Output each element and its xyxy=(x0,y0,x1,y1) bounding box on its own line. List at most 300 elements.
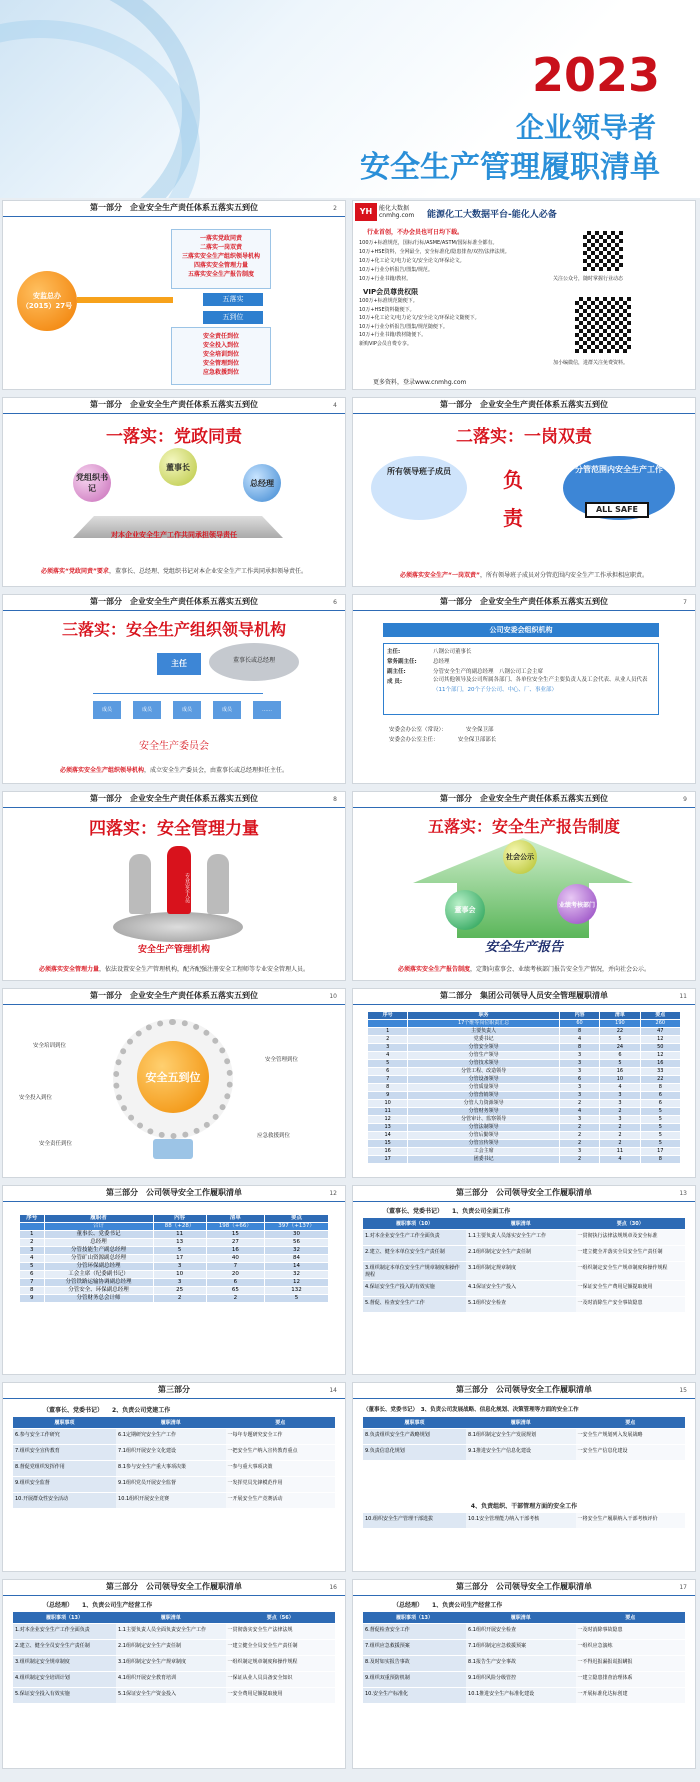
table-cell xyxy=(368,1020,408,1028)
matrix-row xyxy=(13,1461,335,1477)
qr-code-2 xyxy=(575,297,631,353)
table-cell: 14 xyxy=(368,1132,408,1140)
slide-note: 必须落实安全管理力量，依法设置安全生产管理机构，配齐配强注册安全工程师等专业安全管理人员。 xyxy=(38,966,310,973)
table-cell: 8 xyxy=(640,1156,680,1164)
table-cell: 22 xyxy=(640,1076,680,1084)
slide-header: 第三部分 公司领导安全工作履职清单 12 xyxy=(3,1186,345,1202)
report-banner: 安全生产报告 xyxy=(484,940,563,955)
table-cell: 分管宣传领导 xyxy=(408,1140,560,1148)
table-cell: 13 xyxy=(368,1124,408,1132)
matrix-15b xyxy=(363,1513,685,1529)
table-cell: 30 xyxy=(265,1231,329,1239)
slide-note: 必须落实安全生产“一岗双责”，所有领导班子成员对分管范围内安全生产工作承担相应职责。 xyxy=(400,572,648,579)
matrix-cell: 4.1组织开展安全教育培训 xyxy=(116,1672,226,1687)
table-cell: 4 xyxy=(600,1084,640,1092)
table-cell: 合计 xyxy=(44,1223,153,1231)
table-row xyxy=(368,1092,681,1100)
table-cell: 15 xyxy=(206,1231,264,1239)
matrix-header xyxy=(363,1612,685,1624)
table-cell: 3 xyxy=(600,1100,640,1108)
matrix-cell: 3.组织制定本单位安全生产规章制度和操作规程 xyxy=(363,1262,466,1280)
table-cell: 9 xyxy=(20,1295,45,1303)
table-row xyxy=(368,1068,681,1076)
table-cell: 分管审计、监察领导 xyxy=(408,1116,560,1124)
matrix-cell: 一及时消除事故隐患 xyxy=(576,1624,685,1639)
matrix-cell: 一贯彻执行法律法规规章及安全标准 xyxy=(576,1230,685,1245)
table-cell: 40 xyxy=(206,1255,264,1263)
matrix-cell: 1.对本企业安全生产工作全面负责 xyxy=(13,1624,116,1639)
matrix-cell: 一不得迟报漏报谎报瞒报 xyxy=(576,1656,685,1671)
table-cell: 5 xyxy=(20,1263,45,1271)
matrix-cell: 一安全生产规划列入发展战略 xyxy=(576,1429,685,1444)
matrix-cell: 一建立健全全员安全生产责任制 xyxy=(226,1640,335,1655)
role-label: （董事长、党委书记） 1、负责公司全面工作 xyxy=(383,1208,511,1215)
table-row xyxy=(368,1044,681,1052)
org-table: 主任: 八钢公司董事长 常务副主任: 总经理 副主任: 分管安全生产的副总经理 八钢公司工会主席 成 员: 公司其他领导及公司所属各部门、各单位安全生产主要负责人及工会代表、从业人员代表 （11个部门，20个子分公司、中心、厂、事业部） xyxy=(383,643,659,715)
figure-left xyxy=(129,854,151,914)
slide-13 xyxy=(352,1185,696,1375)
role-label: （总经理） 1、负责公司生产经营工作 xyxy=(393,1602,503,1609)
table-cell: 198（+66） xyxy=(206,1223,264,1231)
matrix-cell: 一组织应急演练 xyxy=(576,1640,685,1655)
table-cell: 团委书记 xyxy=(408,1156,560,1164)
slide-12 xyxy=(2,1185,346,1375)
figure-right xyxy=(207,854,229,914)
role-label: （总经理） 1、负责公司生产经营工作 xyxy=(43,1602,153,1609)
matrix-cell: 一安全生产信息化建设 xyxy=(576,1445,685,1460)
table-row xyxy=(20,1295,329,1303)
slide-header: 第三部分 公司领导安全工作履职清单 15 xyxy=(353,1383,695,1399)
matrix-row xyxy=(13,1477,335,1493)
table-cell: 16 xyxy=(368,1148,408,1156)
matrix-cell: 9.1组织风险分级管控 xyxy=(466,1672,576,1687)
table-cell: 14 xyxy=(265,1263,329,1271)
table-cell: 5 xyxy=(153,1247,206,1255)
table-cell: 3 xyxy=(153,1279,206,1287)
table-cell: 1 xyxy=(20,1231,45,1239)
table-cell: 16 xyxy=(206,1247,264,1255)
slide-note: 必须落实“党政同责”要求，董事长、总经理、党组织书记对本企业安全生产工作共同承担领导责任。 xyxy=(41,568,307,575)
brand-logo: YH xyxy=(355,203,377,221)
matrix-cell: 3.1组织制定规章制度 xyxy=(466,1262,576,1280)
table-cell: 20 xyxy=(206,1271,264,1279)
matrix-15 xyxy=(363,1417,685,1461)
table-cell: 分管技能生产副总经理 xyxy=(44,1247,153,1255)
matrix-head-cell: 要点 xyxy=(576,1417,685,1428)
table-cell: 7 xyxy=(206,1263,264,1271)
table-cell: 分管矿山资源副总经理 xyxy=(44,1255,153,1263)
table-cell: 2 xyxy=(600,1140,640,1148)
matrix-cell: 8.负责组织安全生产战略规划 xyxy=(363,1429,466,1444)
matrix-cell: 4.保证安全生产投入的有效实施 xyxy=(363,1281,466,1296)
bubble-chairman: 董事长 xyxy=(159,448,197,486)
matrix-cell: 一建立健全并落实全员安全生产责任制 xyxy=(576,1246,685,1261)
matrix-cell: 10.组织安全生产管理干部选拔 xyxy=(363,1513,466,1528)
table-cell: 分管工程、改造领导 xyxy=(408,1068,560,1076)
matrix-row xyxy=(13,1624,335,1640)
table-cell: 33 xyxy=(640,1068,680,1076)
slide-4 xyxy=(2,397,346,587)
matrix-cell: 8.1报告生产安全事故 xyxy=(466,1656,576,1671)
slide-header: 第一部分 企业安全生产责任体系五落实五到位 4 xyxy=(3,398,345,414)
table-cell: 3 xyxy=(600,1116,640,1124)
matrix-cell: 6.1组织开展安全检查 xyxy=(466,1624,576,1639)
table-cell: 260 xyxy=(640,1020,680,1028)
table-row xyxy=(20,1263,329,1271)
table-cell: 16 xyxy=(640,1060,680,1068)
ad-subtitle: 行业首创，不办会员也可日均下载。 xyxy=(367,229,464,236)
vip-title: VIP会员尊贵权限 xyxy=(363,288,419,296)
table-row xyxy=(368,1108,681,1116)
matrix-head-cell: 履职事项 xyxy=(13,1417,116,1428)
matrix-cell: 一参与重大事项决策 xyxy=(226,1461,335,1476)
table-cell: 2 xyxy=(206,1295,264,1303)
table-cell: 4 xyxy=(559,1036,599,1044)
table-cell: 6 xyxy=(640,1092,680,1100)
table-cell: 8 xyxy=(640,1084,680,1092)
table-cell: 12 xyxy=(368,1116,408,1124)
table-row xyxy=(20,1255,329,1263)
slide-15 xyxy=(352,1382,696,1572)
table-row xyxy=(368,1116,681,1124)
slide-9 xyxy=(352,791,696,981)
table-cell: 88（+28） xyxy=(153,1223,206,1231)
brand-name: 能化大数据 xyxy=(379,205,410,212)
role-label: （董事长、党委书记） 3、负责公司发展战略、信息化规划、决策管理等方面的安全工作 xyxy=(363,1407,579,1413)
table-cell: 6 xyxy=(206,1279,264,1287)
table-cell: 2 xyxy=(559,1140,599,1148)
table-cell: 12 xyxy=(640,1036,680,1044)
table-cell: 32 xyxy=(265,1271,329,1279)
slide-17 xyxy=(352,1579,696,1769)
table-cell: 3 xyxy=(559,1060,599,1068)
org-line xyxy=(93,693,263,694)
table-cell: 17 xyxy=(153,1255,206,1263)
table-cell: 2 xyxy=(559,1132,599,1140)
matrix-row xyxy=(363,1640,685,1656)
bubble-public: 社会公示 xyxy=(503,840,537,874)
matrix-head-cell: 履职清单 xyxy=(466,1218,576,1229)
matrix-head-cell: 履职事项（13） xyxy=(363,1612,466,1623)
table-cell: 32 xyxy=(265,1247,329,1255)
slide-header: 第一部分 企业安全生产责任体系五落实五到位 7 xyxy=(353,595,695,611)
slide-6 xyxy=(2,594,346,784)
table-cell: 11 xyxy=(600,1148,640,1156)
bulb-center: 安全五到位 xyxy=(137,1041,209,1113)
wsl-label: 五落实 xyxy=(203,293,263,306)
label-emergency: 应急救援到位 xyxy=(257,1133,291,1139)
matrix-head-cell: 履职事项（10） xyxy=(363,1218,466,1229)
matrix-row xyxy=(363,1429,685,1445)
wdw-label: 五到位 xyxy=(203,311,263,324)
slide-14 xyxy=(2,1382,346,1572)
table-cell: 8 xyxy=(559,1044,599,1052)
bulb-base xyxy=(153,1139,193,1159)
bubble-board: 董事会 xyxy=(445,890,485,930)
table-cell: 党委书记 xyxy=(408,1036,560,1044)
table-cell: 7 xyxy=(368,1076,408,1084)
table-cell: 分管技术领导 xyxy=(408,1060,560,1068)
table-cell: 6 xyxy=(20,1271,45,1279)
table-cell: 分管环保副总经理 xyxy=(44,1263,153,1271)
matrix-row xyxy=(13,1429,335,1445)
matrix-cell: 9.负责信息化规划 xyxy=(363,1445,466,1460)
matrix-cell: 5.保证安全投入有效实施 xyxy=(13,1688,116,1703)
committee-label: 安全生产委员会 xyxy=(139,741,209,752)
table-cell: 分管财务领导 xyxy=(408,1108,560,1116)
table-cell: 3 xyxy=(559,1068,599,1076)
table-row xyxy=(368,1028,681,1036)
matrix-cell: 一每年专题研究安全工作 xyxy=(226,1429,335,1444)
table-row xyxy=(368,1076,681,1084)
table-cell: 5 xyxy=(265,1295,329,1303)
matrix-row xyxy=(363,1297,685,1313)
table-cell: 5 xyxy=(640,1124,680,1132)
org-title: 公司安委会组织机构 xyxy=(383,623,659,637)
fu-char: 负 xyxy=(503,468,523,492)
table-cell: 3 xyxy=(559,1116,599,1124)
matrix-cell: 10.1组织开展安全竞赛 xyxy=(116,1493,226,1508)
slide-11 xyxy=(352,988,696,1178)
qr-code-1 xyxy=(583,231,623,271)
matrix-cell: 7.1组织开展安全文化建设 xyxy=(116,1445,226,1460)
matrix-cell: 10.开展群众性安全活动 xyxy=(13,1493,116,1508)
table-cell: 10 xyxy=(368,1100,408,1108)
table-row xyxy=(20,1239,329,1247)
slide-8 xyxy=(2,791,346,981)
matrix-row xyxy=(13,1688,335,1704)
matrix-head-cell: 要点 xyxy=(226,1417,335,1428)
matrix-cell: 10.1推进安全生产标准化建设 xyxy=(466,1688,576,1703)
table-cell: 8 xyxy=(559,1028,599,1036)
table-row xyxy=(368,1084,681,1092)
wsl-list: 一落实党政同责 二落实一岗双责 三落实安全生产组织领导机构 四落实安全管理力量 五落实安全生产报告制度 xyxy=(171,229,271,289)
table-row xyxy=(368,1052,681,1060)
label-management: 安全管理到位 xyxy=(265,1057,299,1063)
matrix-cell: 8.及时如实报告事故 xyxy=(363,1656,466,1671)
table-row xyxy=(368,1156,681,1164)
slide-header: 第一部分 企业安全生产责任体系五落实五到位 8 xyxy=(3,792,345,808)
matrix-cell: 一保证从业人员具备安全知识 xyxy=(226,1672,335,1687)
matrix-head-cell: 履职事项（13） xyxy=(13,1612,116,1623)
matrix-cell: 6.1定期研究安全生产工作 xyxy=(116,1429,226,1444)
matrix-cell: 7.组织应急救援预案 xyxy=(363,1640,466,1655)
matrix-cell: 一发挥党员先锋模范作用 xyxy=(226,1477,335,1492)
table-cell: 190 xyxy=(600,1020,640,1028)
matrix-row xyxy=(363,1624,685,1640)
slide-10 xyxy=(2,988,346,1178)
matrix-row xyxy=(363,1262,685,1281)
label-investment: 安全投入到位 xyxy=(19,1095,53,1101)
matrix-cell: 2.建立、健全本单位安全生产责任制 xyxy=(363,1246,466,1261)
table-cell: 3 xyxy=(20,1247,45,1255)
matrix-cell: 1.对本企业安全生产工作全面负责 xyxy=(363,1230,466,1245)
table-cell: 3 xyxy=(559,1148,599,1156)
table-cell: 2 xyxy=(20,1239,45,1247)
table-cell: 董事长、党委书记 xyxy=(44,1231,153,1239)
table-cell: 4 xyxy=(600,1156,640,1164)
table-cell: 5 xyxy=(640,1140,680,1148)
table-cell: 27 xyxy=(206,1239,264,1247)
vip-items: 100万+标准规范随便下。 10万+HSE资料随便下。 10万+化工论文/电力论文/安全论文/环保论文随便下。 10万+行业分析报告/图集/规范随便下。 10万+行业书籍/教材随便下。 新购VIP会员自费专享。 xyxy=(359,298,480,347)
matrix-cell: 一开展安全生产竞赛活动 xyxy=(226,1493,335,1508)
table-cell: 65 xyxy=(206,1287,264,1295)
table-cell: 工会主席（纪委副书记） xyxy=(44,1271,153,1279)
ze-char: 责 xyxy=(503,506,523,530)
table-cell: 10 xyxy=(153,1271,206,1279)
matrix-row xyxy=(363,1281,685,1297)
matrix-row xyxy=(363,1445,685,1461)
table-cell: 3 xyxy=(559,1052,599,1060)
matrix-cell: 8.督促党组织发挥作用 xyxy=(13,1461,116,1476)
org-members: 成员 成员 成员 成员 …… xyxy=(93,701,281,719)
table-cell: 10 xyxy=(600,1076,640,1084)
bubble-gm: 总经理 xyxy=(243,464,281,502)
table-cell: 分管法制领导 xyxy=(408,1124,560,1132)
figure-center: 专业安全人员 xyxy=(167,846,191,914)
table-cell: 2 xyxy=(559,1156,599,1164)
slide-title: 三落实：安全生产组织领导机构 xyxy=(61,620,286,639)
table-cell: 分管设备领导 xyxy=(408,1076,560,1084)
table-cell: 2 xyxy=(600,1132,640,1140)
matrix-cell: 10.1安全管理能力纳入干部考核 xyxy=(466,1513,576,1528)
ad-headline: 能源化工大数据平台-能化人必备 xyxy=(427,210,557,220)
matrix-cell: 8.1参与安全生产重大事项决策 xyxy=(116,1461,226,1476)
matrix-cell: 6.督促检查安全工作 xyxy=(363,1624,466,1639)
matrix-cell: 9.1组织党员开展安全监督 xyxy=(116,1477,226,1492)
slide-header: 第一部分 企业安全生产责任体系五落实五到位 xyxy=(353,398,695,414)
table-cell: 6 xyxy=(559,1076,599,1084)
slide-header: 第三部分 公司领导安全工作履职清单 17 xyxy=(353,1580,695,1596)
matrix-row xyxy=(13,1640,335,1656)
table-row xyxy=(20,1231,329,1239)
matrix-cell: 8.1组织制定安全生产发展规划 xyxy=(466,1429,576,1444)
matrix-cell: 一把安全生产纳入宣传教育重点 xyxy=(226,1445,335,1460)
table-cell: 2 xyxy=(600,1108,640,1116)
slide-7 xyxy=(352,594,696,784)
matrix-cell: 一将安全生产履职纳入干部考核评价 xyxy=(576,1513,685,1528)
matrix-cell: 2.建立、健全全员安全生产责任制 xyxy=(13,1640,116,1655)
table-cell: 50 xyxy=(640,1044,680,1052)
matrix-row xyxy=(363,1672,685,1688)
table-cell: 7 xyxy=(20,1279,45,1287)
slide-note: 必须落实安全生产组织领导机构，成立安全生产委员会，由董事长或总经理担任主任。 xyxy=(59,767,289,774)
ad-more-link[interactable]: 更多资料，登录www.cnmhg.com xyxy=(373,379,467,386)
matrix-header xyxy=(13,1417,335,1429)
slide-title: 五落实：安全生产报告制度 xyxy=(427,817,620,836)
matrix-row xyxy=(363,1513,685,1529)
ad-panel xyxy=(352,200,696,390)
table-cell: 8 xyxy=(20,1287,45,1295)
table-cell: 56 xyxy=(265,1239,329,1247)
matrix-cell: 4.1保证安全生产投入 xyxy=(466,1281,576,1296)
table-cell: 2 xyxy=(368,1036,408,1044)
role-label: （董事长、党委书记） 2、负责公司党建工作 xyxy=(43,1407,171,1414)
wdw-list: 安全责任到位 安全投入到位 安全培训到位 安全管理到位 应急救援到位 xyxy=(171,327,271,385)
matrix-cell: 一及时消除生产安全事故隐患 xyxy=(576,1297,685,1312)
matrix-cell: 3.1组织制定安全生产规章制度 xyxy=(116,1656,226,1671)
table-cell: 主要负责人 xyxy=(408,1028,560,1036)
matrix-cell: 5.督促、检查安全生产工作 xyxy=(363,1297,466,1312)
bubble-kpi-dept: 业绩考核部门 xyxy=(557,884,597,924)
slide-header: 第三部分 公司领导安全工作履职清单 13 xyxy=(353,1186,695,1202)
table-cell: 5 xyxy=(640,1108,680,1116)
table-cell: 工会主席 xyxy=(408,1148,560,1156)
table-cell: 22 xyxy=(600,1028,640,1036)
table-cell: 25 xyxy=(153,1287,206,1295)
table-cell: 2 xyxy=(559,1124,599,1132)
matrix-cell: 7.1组织制定应急救援预案 xyxy=(466,1640,576,1655)
table-cell: 132 xyxy=(265,1287,329,1295)
table-cell: 分管财务总会计师 xyxy=(44,1295,153,1303)
table-cell: 3 xyxy=(600,1092,640,1100)
table-cell: 4 xyxy=(20,1255,45,1263)
matrix-cell: 1.1主要负责人员全面负责安全生产工作 xyxy=(116,1624,226,1639)
matrix-header xyxy=(13,1612,335,1624)
matrix-row xyxy=(363,1656,685,1672)
table-row xyxy=(368,1132,681,1140)
hero-year: 2023 xyxy=(531,48,660,102)
matrix-cell: 9.组织双重预防机制 xyxy=(363,1672,466,1687)
slide-5 xyxy=(352,397,696,587)
matrix-cell: 9.1推进安全生产信息化建设 xyxy=(466,1445,576,1460)
table-cell: 5 xyxy=(600,1036,640,1044)
duty-table-12: 序号 履职者 内容 清单 要点 合计 88（+28） 198（+66） 397（+137） 1 董事长、党委书记 11 15 30 2 总经理 13 27 56 3 分管技能生产副总经理 5 16 32 4 分管矿山资源副总经理 17 40 84 5 分管环保副总经理 3 7 14 6 工会主席（纪委副书记） 10 20 32 7 分管铁路运输协调副总经理 3 6 12 8 分管安全、环保副总经理 25 65 132 9 分管财务总会计师 2 2 5 xyxy=(19,1214,329,1303)
office-info: 安委会办公室（常设）： 安全保卫部 安委会办公室主任： 安全保卫部部长 xyxy=(389,727,497,743)
table-cell: 17 xyxy=(640,1148,680,1156)
table-cell: 17 xyxy=(368,1156,408,1164)
table-cell: 17个维等岗位职责汇总 xyxy=(408,1020,560,1028)
table-cell: 6 xyxy=(368,1068,408,1076)
table-row xyxy=(368,1140,681,1148)
matrix-head-cell: 履职清单 xyxy=(466,1417,576,1428)
table-cell: 3 xyxy=(368,1044,408,1052)
matrix-head-cell: 履职事项 xyxy=(363,1417,466,1428)
label-training: 安全培训到位 xyxy=(33,1043,67,1049)
org-root: 主任 xyxy=(157,653,201,675)
matrix-cell: 一建立隐患排查治理体系 xyxy=(576,1672,685,1687)
matrix-cell: 2.1组织制定安全生产责任制 xyxy=(466,1246,576,1261)
table-cell: 8 xyxy=(368,1084,408,1092)
table-cell: 3 xyxy=(153,1263,206,1271)
table-row xyxy=(368,1020,681,1028)
matrix-cell: 一组织制定安全生产规章制度和操作规程 xyxy=(576,1262,685,1280)
left-oval: 所有领导班子成员 xyxy=(371,456,467,520)
center-circle: 安监总办（2015）27号 xyxy=(17,271,77,331)
table-cell: 11 xyxy=(153,1231,206,1239)
matrix-cell: 10.安全生产标准化 xyxy=(363,1688,466,1703)
arrow-text: 对本企业安全生产工作共同承担领导责任 xyxy=(111,531,237,539)
table-row xyxy=(20,1223,329,1231)
matrix-cell: 一贯彻落实安全生产法律法规 xyxy=(226,1624,335,1639)
table-cell: 分管质量领导 xyxy=(408,1084,560,1092)
table-cell: 13 xyxy=(153,1239,206,1247)
slide-16 xyxy=(2,1579,346,1769)
matrix-16 xyxy=(13,1612,335,1704)
matrix-head-cell: 履职清单 xyxy=(116,1417,226,1428)
table-cell: 3 xyxy=(559,1084,599,1092)
table-cell xyxy=(20,1223,45,1231)
hero-title-line2: 安全生产管理履职清单 xyxy=(360,150,660,185)
slide-2 xyxy=(2,200,346,390)
slide-title: 一落实：党政同责 xyxy=(106,427,242,447)
table-cell: 2 xyxy=(559,1100,599,1108)
matrix-13 xyxy=(363,1218,685,1313)
table-row xyxy=(368,1100,681,1108)
table-cell: 4 xyxy=(368,1052,408,1060)
table-cell: 总经理 xyxy=(44,1239,153,1247)
slide-header: 第三部分 14 xyxy=(3,1383,345,1399)
